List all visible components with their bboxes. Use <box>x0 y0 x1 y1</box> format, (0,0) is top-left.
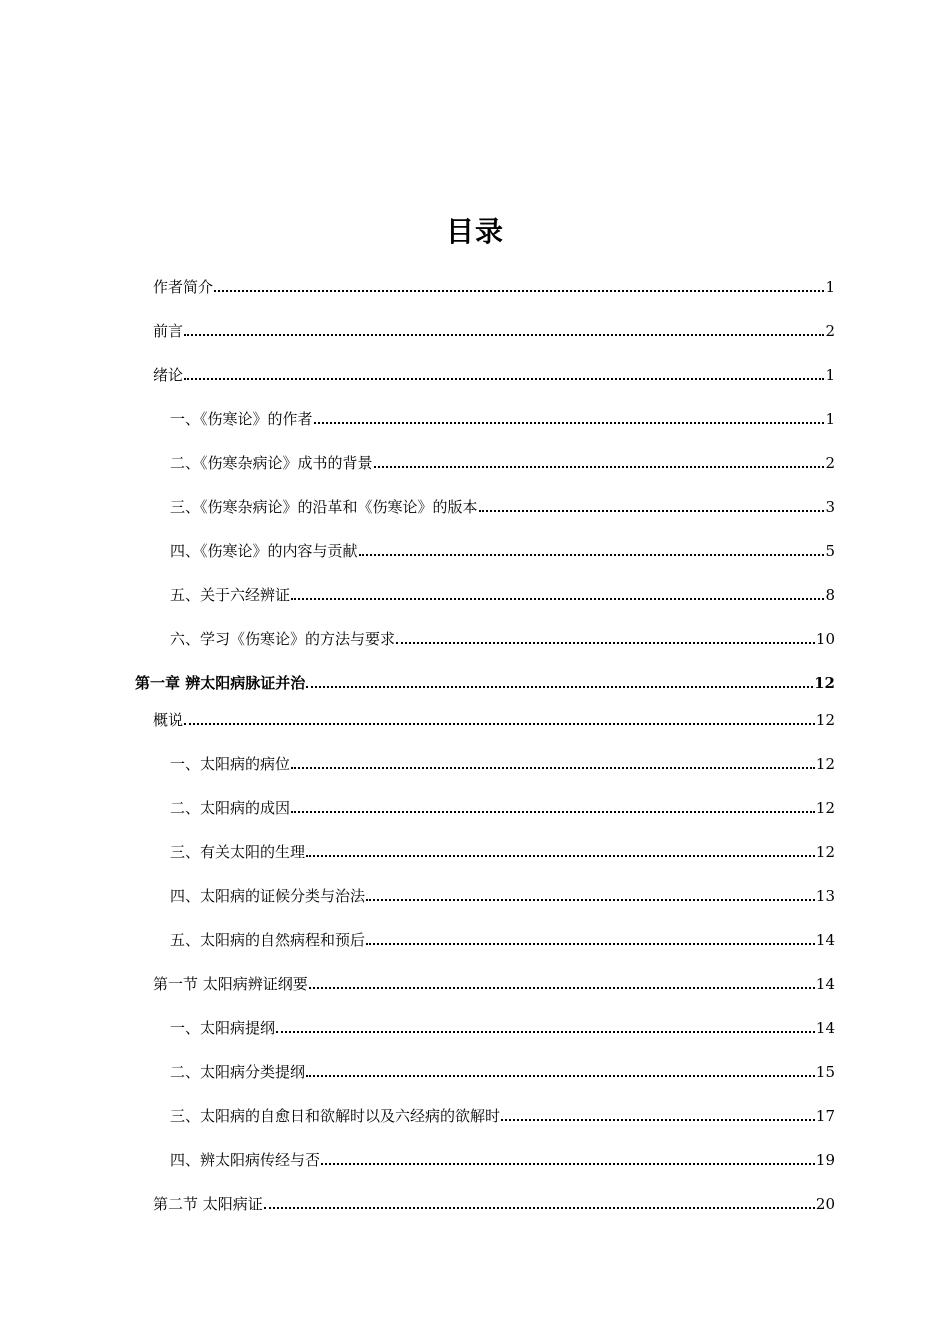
toc-entry-text: 概说 <box>153 711 184 729</box>
toc-entry-text: 一、《伤寒论》的作者 <box>170 410 313 428</box>
dot-leader <box>306 855 815 857</box>
toc-entry[interactable] <box>170 407 835 429</box>
toc-entry-text: 二、《伤寒杂病论》成书的背景 <box>170 454 373 472</box>
toc-page-number: 12 <box>815 711 835 729</box>
toc-page-number: 12 <box>814 674 835 692</box>
toc-entry[interactable] <box>170 1060 835 1082</box>
toc-entry-text: 二、太阳病的成因 <box>170 799 291 817</box>
dot-leader <box>366 943 815 945</box>
toc-entry[interactable] <box>170 627 835 649</box>
dot-leader <box>276 1031 815 1033</box>
dot-leader <box>396 642 815 644</box>
dot-leader <box>501 1119 815 1121</box>
toc-page-number: 15 <box>815 1063 835 1081</box>
toc-entry[interactable] <box>153 319 835 341</box>
toc-page-number: 19 <box>815 1151 835 1169</box>
dot-leader <box>291 598 824 600</box>
toc-entry-text: 前言 <box>153 322 184 340</box>
toc-entry-text: 一、太阳病的病位 <box>170 755 291 773</box>
toc-entry-text: 三、有关太阳的生理 <box>170 843 306 861</box>
dot-leader <box>291 811 815 813</box>
toc-page-number: 12 <box>815 843 835 861</box>
dot-leader <box>314 422 825 424</box>
toc-page-number: 14 <box>815 931 835 949</box>
dot-leader <box>321 1163 815 1165</box>
dot-leader <box>184 723 815 725</box>
toc-entry[interactable] <box>153 363 835 385</box>
toc-entry-text: 绪论 <box>153 366 184 384</box>
dot-leader <box>306 686 813 688</box>
toc-page-number: 1 <box>825 410 835 428</box>
toc-entry-text: 第一节 太阳病辨证纲要 <box>153 975 308 993</box>
toc-entry[interactable] <box>153 708 835 730</box>
toc-entry-text: 三、太阳病的自愈日和欲解时以及六经病的欲解时 <box>170 1107 501 1125</box>
toc-entry-text: 四、《伤寒论》的内容与贡献 <box>170 542 358 560</box>
toc-entry[interactable] <box>153 972 835 994</box>
toc-entry[interactable] <box>170 1016 835 1038</box>
toc-entry-text: 三、《伤寒杂病论》的沿革和《伤寒论》的版本 <box>170 498 478 516</box>
toc-page-number: 2 <box>825 322 835 340</box>
page-title: 目录 <box>445 215 504 248</box>
toc-page-number: 1 <box>825 366 835 384</box>
toc-entry[interactable] <box>170 752 835 774</box>
toc-entry[interactable] <box>170 1148 835 1170</box>
toc-entry[interactable] <box>170 539 835 561</box>
dot-leader <box>214 290 824 292</box>
dot-leader <box>479 510 825 512</box>
toc-page-number: 2 <box>825 454 835 472</box>
toc-entry[interactable] <box>170 1104 835 1126</box>
toc-entry[interactable] <box>170 495 835 517</box>
toc-page-number: 1 <box>825 278 835 296</box>
toc-page-number: 3 <box>825 498 835 516</box>
dot-leader <box>306 1075 815 1077</box>
toc-entry[interactable] <box>170 583 835 605</box>
toc-entry-text: 第二节 太阳病证 <box>153 1195 263 1213</box>
toc-entry-text: 四、太阳病的证候分类与治法 <box>170 887 366 905</box>
toc-page-number: 12 <box>815 799 835 817</box>
dot-leader <box>264 1207 815 1209</box>
toc-page-number: 14 <box>815 975 835 993</box>
toc-page-number: 17 <box>815 1107 835 1125</box>
toc-entry-text: 一、太阳病提纲 <box>170 1019 276 1037</box>
toc-entry-text: 二、太阳病分类提纲 <box>170 1063 306 1081</box>
dot-leader <box>366 899 815 901</box>
toc-entry[interactable] <box>153 275 835 297</box>
dot-leader <box>309 987 815 989</box>
toc-entry-text: 作者简介 <box>153 278 214 296</box>
toc-page-number: 5 <box>825 542 835 560</box>
toc-entry[interactable] <box>170 928 835 950</box>
dot-leader <box>184 378 824 380</box>
toc-entry[interactable] <box>170 884 835 906</box>
toc-page-number: 13 <box>815 887 835 905</box>
toc-entry[interactable] <box>170 451 835 473</box>
toc-page-number: 20 <box>815 1195 835 1213</box>
toc-entry-text: 第一章 辨太阳病脉证并治 <box>135 674 306 692</box>
toc-entry-text: 六、学习《伤寒论》的方法与要求 <box>170 630 396 648</box>
dot-leader <box>359 554 825 556</box>
dot-leader <box>374 466 825 468</box>
toc-entry[interactable] <box>170 840 835 862</box>
toc-page-number: 8 <box>825 586 835 604</box>
toc-entry-text: 五、关于六经辨证 <box>170 586 291 604</box>
toc-entry-text: 四、辨太阳病传经与否 <box>170 1151 321 1169</box>
dot-leader <box>291 767 815 769</box>
toc-page-number: 10 <box>815 630 835 648</box>
toc-page-number: 12 <box>815 755 835 773</box>
dot-leader <box>184 334 824 336</box>
toc-entry[interactable] <box>170 796 835 818</box>
toc-chapter-entry[interactable] <box>135 671 835 693</box>
toc-page-number: 14 <box>815 1019 835 1037</box>
toc-entry[interactable] <box>153 1192 835 1214</box>
toc-entry-text: 五、太阳病的自然病程和预后 <box>170 931 366 949</box>
